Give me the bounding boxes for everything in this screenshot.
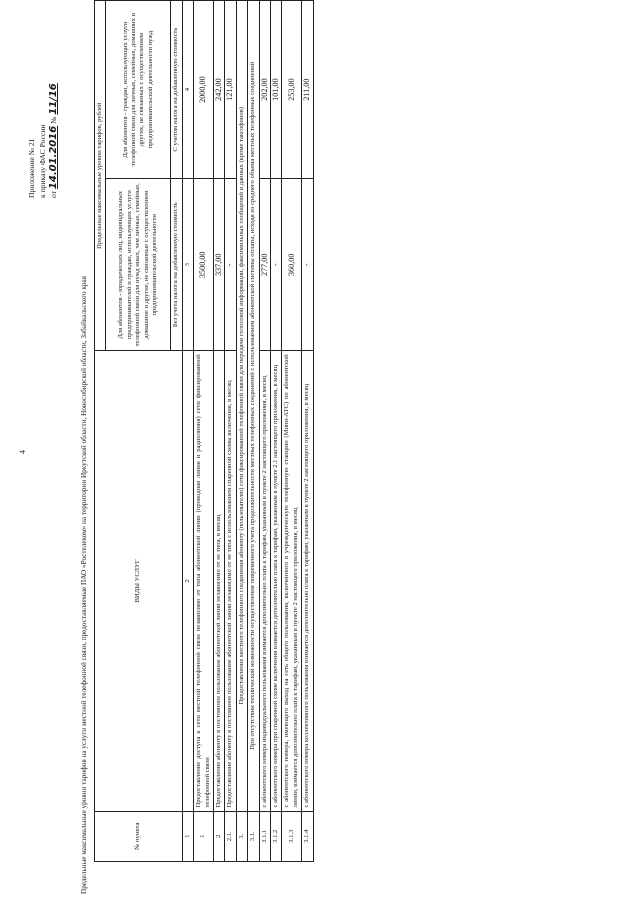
appendix-block bbox=[26, 28, 59, 198]
row-legal-value: 337,00 bbox=[214, 179, 225, 351]
row-number: 3.1.2 bbox=[271, 811, 282, 861]
row-legal-value: 360,00 bbox=[282, 179, 302, 351]
row-citizens-value: 253,00 bbox=[282, 1, 302, 179]
row-service: с абонентского номера индивидуального пользования взимается дополнительно плата к тарифам, указанным в пункте 2 настоящего приложения, в месяц bbox=[259, 351, 270, 811]
page-number: 4 bbox=[18, 450, 27, 454]
appendix-number-prefix: № bbox=[49, 116, 58, 124]
row-legal-value: 3500,00 bbox=[194, 179, 214, 351]
header-col-3: 3 bbox=[182, 179, 193, 351]
row-number: 3.1. bbox=[248, 811, 259, 861]
row-number: 1 bbox=[194, 811, 214, 861]
header-row-numbers bbox=[182, 1, 193, 862]
table-row bbox=[302, 1, 313, 862]
appendix-date-line bbox=[48, 28, 59, 198]
row-legal-value: - bbox=[271, 179, 282, 351]
header-legal-entities: Для абонентов - юридических лиц, индивидуальных предпринимателей и граждан, использующих услуги телефонной связи для нужд иных, чем личные, семейные, домашние и другие, не связанные с осуществлением предпринимательской деятельности bbox=[106, 179, 171, 351]
table-section-row bbox=[236, 1, 247, 862]
row-section-text: Предоставление местного телефонного соединения абоненту (пользователю) сети фиксированной телефонной связи для передачи голосовой информации, факсимильных сообщений и данных (кроме таксофонов) bbox=[236, 1, 247, 812]
row-number: 3.1.1 bbox=[259, 811, 270, 861]
row-legal-value: 277,00 bbox=[259, 179, 270, 351]
row-section-text: При отсутствии технической возможности осуществления повременного учета продолжительности местных телефонных соединений с использованием абонентской системы оплаты, исходя из среднего объема местных телефонных соединений bbox=[248, 1, 259, 812]
header-with-vat: С учетом налога на добавленную стоимость bbox=[171, 1, 182, 179]
appendix-line-1: Приложение № 21 bbox=[27, 138, 36, 198]
row-number: 2.1. bbox=[225, 811, 236, 861]
table-row bbox=[271, 1, 282, 862]
appendix-number: 11/16 bbox=[48, 83, 59, 115]
table-row bbox=[194, 1, 214, 862]
header-service: ВИДЫ УСЛУГ bbox=[95, 351, 183, 811]
row-legal-value: - bbox=[302, 179, 313, 351]
row-service: с абонентского номера, имеющего выход на сеть общего пользования, включенного в учрежденческую телефонную станцию (Мини-АТС) по абонентской линии, взимается дополнительно плата к тарифам, указанным в пункте 2 настоящего приложения, в месяц bbox=[282, 351, 302, 811]
row-service: с абонентского номера коллективного пользования взимается дополнительно плата к тарифам, указанным в пункте 2 настоящего приложения, в месяц bbox=[302, 351, 313, 811]
row-citizens-value: 121,00 bbox=[225, 1, 236, 179]
table-row bbox=[225, 1, 236, 862]
row-legal-value: - bbox=[225, 179, 236, 351]
header-col-1: 1 bbox=[182, 811, 193, 861]
header-citizens: Для абонентов - граждан, использующих услуги телефонной связи для личных, семейных, домашних и других, не связанных с осуществлением предпринимательской деятельности нужд bbox=[106, 1, 171, 179]
header-number: № пункта bbox=[95, 811, 183, 861]
row-citizens-value: 242,00 bbox=[214, 1, 225, 179]
row-number: 3.1.3 bbox=[282, 811, 302, 861]
header-row-group bbox=[95, 1, 106, 862]
row-number: 3.1.4 bbox=[302, 811, 313, 861]
row-citizens-value: 101,00 bbox=[271, 1, 282, 179]
header-col-2: 2 bbox=[182, 351, 193, 811]
table-row bbox=[282, 1, 302, 862]
row-service: Предоставление абоненту в постоянное пользование абонентской линии независимо от ее типа с использованием спаренной схемы включения, в месяц bbox=[225, 351, 236, 811]
row-number: 2 bbox=[214, 811, 225, 861]
row-citizens-value: 211,00 bbox=[302, 1, 313, 179]
appendix-date: 14.01.2016 bbox=[48, 125, 59, 190]
table-row bbox=[214, 1, 225, 862]
row-citizens-value: 2000,00 bbox=[194, 1, 214, 179]
appendix-date-prefix: от bbox=[49, 190, 58, 198]
header-without-vat: Без учета налога на добавленную стоимость bbox=[171, 179, 182, 351]
row-service: Предоставление абоненту в постоянное пользование абонентской линии независимо от ее типа, в месяц bbox=[214, 351, 225, 811]
table-section-row bbox=[248, 1, 259, 862]
header-col-4: 4 bbox=[182, 1, 193, 179]
row-number: 3. bbox=[236, 811, 247, 861]
document-title: Предельные максимальные уровни тарифов на услуги местной телефонной связи, предоставляемые ПАО «Ростелеком» на территории Иркутской области, Новосибирской области, Забайкальского края bbox=[80, 276, 88, 894]
tariff-table bbox=[94, 0, 314, 862]
appendix-line-2: к приказу ФАС России bbox=[38, 124, 47, 198]
row-service: с абонентского номера при спаренной схеме включения взимается дополнительно плата к тарифам, указанным в пункте 2.1 настоящего приложения, в месяц bbox=[271, 351, 282, 811]
header-tariff-group: Предельные максимальные уровни тарифов, рублей bbox=[95, 1, 106, 351]
table-row bbox=[259, 1, 270, 862]
row-citizens-value: 202,00 bbox=[259, 1, 270, 179]
row-service: Предоставление доступа к сети местной телефонной связи независимо от типа абонентской линии (проводная линия и радиолиния) сети фиксированной телефонной связи bbox=[194, 351, 214, 811]
